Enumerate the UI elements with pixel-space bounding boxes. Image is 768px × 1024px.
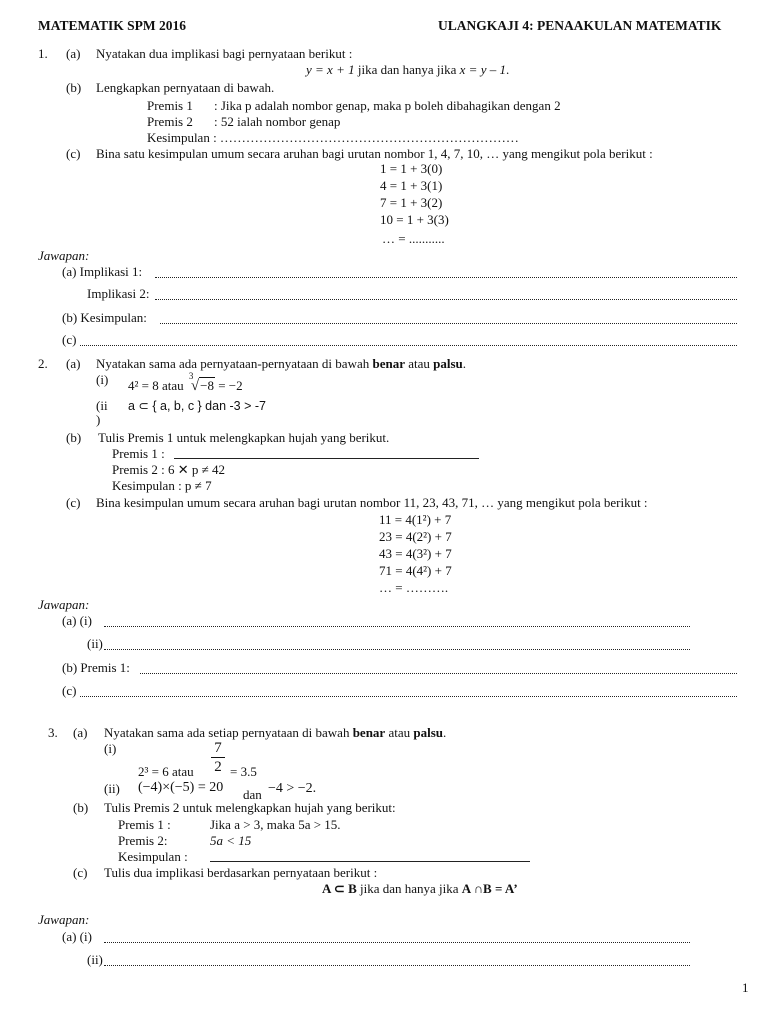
q2-a-text-pre: Nyatakan sama ada pernyataan-pernyataan di bawah	[96, 356, 373, 371]
q1-seq-5: … = ...........	[382, 231, 445, 246]
q3-frac-num: 7	[214, 740, 222, 756]
q1-premis1-text: : Jika p adalah nombor genap, maka p boleh dibahagikan dengan 2	[214, 98, 561, 113]
q2-kesimpulan: Kesimpulan : p ≠ 7	[112, 478, 212, 493]
q1-premis2-text: : 52 ialah nombor genap	[214, 114, 341, 129]
q1-c-text: Bina satu kesimpulan umum secara aruhan bagi urutan nombor 1, 4, 7, 10, … yang mengikut pola berikut :	[96, 146, 653, 161]
q3-ans-ai-line[interactable]	[104, 942, 690, 943]
q2-a-text	[96, 356, 466, 372]
q1-ans-c: (c)	[62, 332, 77, 347]
q2-root-rhs: = −2	[214, 378, 243, 393]
q3-a-bold-benar: benar	[352, 725, 386, 740]
q3-a-label: (a)	[73, 725, 88, 740]
q3-kesimpulan-line[interactable]	[210, 861, 530, 862]
q2-i-label: (i)	[96, 372, 109, 387]
q3-ans-aii: (ii)	[87, 952, 103, 967]
q1-a-stmt-end: .	[505, 62, 510, 77]
q2-premis1: Premis 1 :	[112, 446, 165, 461]
q1-c-label: (c)	[66, 146, 81, 161]
q2-ans-aii: (ii)	[87, 636, 103, 651]
q3-c-text: Tulis dua implikasi berdasarkan pernyataan berikut :	[104, 865, 378, 880]
q3-ii-dan: dan	[243, 787, 262, 802]
q3-a-text-pre: Nyatakan sama ada setiap pernyataan di bawah	[104, 725, 353, 740]
q1-ans-a1-line[interactable]	[155, 277, 737, 278]
q1-ans-b-line[interactable]	[160, 323, 737, 324]
q2-seq-3: 43 = 4(3²) + 7	[379, 546, 452, 561]
q2-seq-4: 71 = 4(4²) + 7	[379, 563, 452, 578]
q3-a-text-mid: atau	[385, 725, 414, 740]
q2-a-bold-palsu: palsu	[433, 356, 463, 371]
q3-ii-label: (ii)	[104, 781, 120, 796]
q1-seq-1: 1 = 1 + 3(0)	[380, 161, 443, 176]
q3-frac-bar	[211, 757, 225, 758]
q2-a-label: (a)	[66, 356, 81, 371]
q3-b-text: Tulis Premis 2 untuk melengkapkan hujah yang berikut:	[104, 800, 396, 815]
q3-b-label: (b)	[73, 800, 89, 815]
q1-premis1-label: Premis 1	[147, 98, 193, 113]
q3-c-statement	[322, 881, 518, 897]
q1-kesimpulan: Kesimpulan : ……………………………………………………………	[147, 130, 519, 145]
q1-seq-3: 7 = 1 + 3(2)	[380, 195, 443, 210]
q2-a-text-mid: atau	[404, 356, 434, 371]
q3-a-bold-palsu: palsu	[413, 725, 443, 740]
q1-seq-2: 4 = 1 + 3(1)	[380, 178, 443, 193]
q2-b-text: Tulis Premis 1 untuk melengkapkan hujah yang berikut.	[98, 430, 390, 445]
q2-a-text-end: .	[462, 356, 467, 371]
q2-ans-c: (c)	[62, 683, 77, 698]
q2-seq-2: 23 = 4(2²) + 7	[379, 529, 452, 544]
q2-root-index: 3	[188, 371, 194, 381]
q3-ii-text2: −4 > −2.	[268, 781, 317, 796]
q2-seq-5: … = ……….	[379, 580, 449, 595]
page-number: 1	[742, 980, 749, 995]
q1-ans-a1: (a) Implikasi 1:	[62, 264, 143, 279]
q1-number: 1.	[38, 46, 48, 61]
header-right: ULANGKAJI 4: PENAAKULAN MATEMATIK	[438, 18, 722, 33]
q3-jawapan: Jawapan:	[38, 912, 90, 927]
q3-c-stmt-1: A ⊂ B	[322, 881, 357, 896]
q2-ans-b-line[interactable]	[140, 673, 737, 674]
q2-b-label: (b)	[66, 430, 82, 445]
header-left: MATEMATIK SPM 2016	[38, 18, 186, 33]
q3-ans-aii-line[interactable]	[104, 965, 690, 966]
q2-a-bold-benar: benar	[372, 356, 405, 371]
q2-i-text-main: 4² = 8 atau	[128, 378, 187, 393]
q3-i-label: (i)	[104, 741, 117, 756]
q2-seq-1: 11 = 4(1²) + 7	[379, 512, 452, 527]
q1-a-stmt-2: x = y – 1	[459, 62, 506, 77]
q2-ans-c-line[interactable]	[80, 696, 737, 697]
q1-a-statement	[306, 62, 509, 78]
q1-a-stmt-mid: jika dan hanya jika	[354, 62, 460, 77]
q3-ii-text: (−4)×(−5) = 20	[138, 780, 224, 795]
q2-ans-b: (b) Premis 1:	[62, 660, 130, 675]
q1-a-text: Nyatakan dua implikasi bagi pernyataan berikut :	[96, 46, 353, 61]
q1-ans-c-line[interactable]	[80, 345, 737, 346]
q3-premis2-label: Premis 2:	[118, 833, 168, 848]
q1-b-text: Lengkapkan pernyataan di bawah.	[96, 80, 275, 95]
q2-ii-label: (ii	[96, 398, 108, 413]
q2-i-text	[128, 371, 243, 394]
q3-kesimpulan-label: Kesimpulan :	[118, 849, 188, 864]
q3-c-label: (c)	[73, 865, 88, 880]
q3-number: 3.	[48, 725, 58, 740]
q1-jawapan: Jawapan:	[38, 248, 90, 263]
q3-ans-ai: (a) (i)	[62, 929, 92, 944]
q2-ans-ai: (a) (i)	[62, 613, 92, 628]
q3-premis1-text: Jika a > 3, maka 5a > 15.	[210, 817, 341, 832]
q1-ans-b: (b) Kesimpulan:	[62, 310, 147, 325]
q2-premis2: Premis 2 : 6 ✕ p ≠ 42	[112, 462, 226, 477]
q3-i-rhs: = 3.5	[230, 764, 257, 779]
q3-a-text	[104, 725, 446, 741]
q1-ans-a2-line[interactable]	[155, 299, 737, 300]
q3-c-stmt-2: A ∩B = A’	[461, 881, 518, 896]
q2-ii-text: a ⊂ { a, b, c } dan -3 > -7	[128, 399, 266, 413]
q1-ans-a2: Implikasi 2:	[87, 286, 150, 301]
q2-number: 2.	[38, 356, 48, 371]
q3-a-text-end: .	[443, 725, 447, 740]
q2-c-text: Bina kesimpulan umum secara aruhan bagi urutan nombor 11, 23, 43, 71, … yang mengikut pola berikut :	[96, 495, 648, 510]
q3-premis1-label: Premis 1 :	[118, 817, 171, 832]
q3-premis2-text: 5a < 15	[210, 833, 252, 848]
q1-premis2-label: Premis 2	[147, 114, 193, 129]
q3-i-text: 2³ = 6 atau	[138, 764, 194, 779]
q2-root-body: −8	[200, 378, 214, 393]
q2-jawapan: Jawapan:	[38, 597, 90, 612]
q2-c-label: (c)	[66, 495, 81, 510]
q2-cube-root: 3 √−8	[191, 378, 215, 394]
q2-premis1-line[interactable]	[174, 458, 479, 459]
q2-ii-label-close: )	[96, 412, 101, 427]
q1-a-stmt-1: y = x + 1	[306, 62, 355, 77]
q1-a-label: (a)	[66, 46, 81, 61]
q3-c-stmt-mid: jika dan hanya jika	[356, 881, 462, 896]
q3-i-fraction	[211, 740, 225, 775]
q2-ans-aii-line[interactable]	[104, 649, 690, 650]
q3-frac-den: 2	[214, 759, 222, 775]
q2-ans-ai-line[interactable]	[104, 626, 690, 627]
q1-seq-4: 10 = 1 + 3(3)	[380, 212, 449, 227]
q1-b-label: (b)	[66, 80, 82, 95]
